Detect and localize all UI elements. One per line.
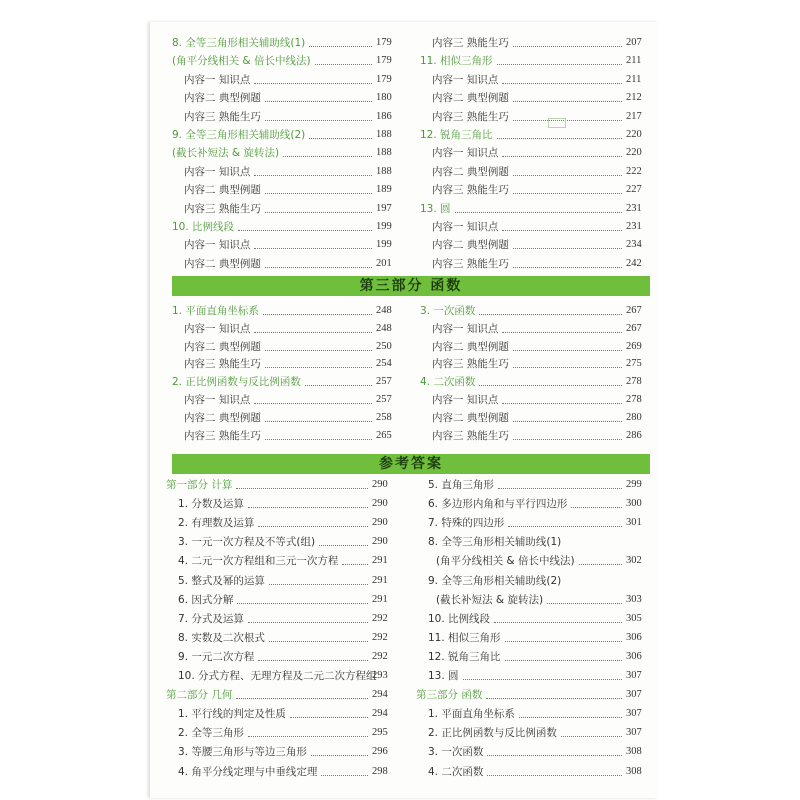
dot-leader (258, 660, 368, 661)
dot-leader (290, 717, 368, 718)
toc-entry-page: 257 (376, 376, 392, 388)
toc-entry-text: 10. 比例线段 (172, 221, 235, 233)
toc-entry-page: 207 (626, 37, 642, 48)
toc-entry-text: 11. 相似三角形 (428, 631, 501, 644)
toc-entry-text: 内容一 知识点 (432, 394, 499, 406)
toc-entry-text: 8. 实数及二次根式 (178, 631, 265, 644)
toc-entry-text: 内容二 典型例题 (432, 92, 509, 105)
dot-leader (265, 101, 372, 102)
toc-entry-page: 300 (626, 498, 642, 510)
toc-entry-page: 220 (626, 147, 642, 159)
toc-entry-page: 242 (626, 257, 642, 269)
dot-leader (265, 367, 372, 368)
dot-leader (269, 641, 368, 642)
toc-entry-page: 291 (372, 593, 388, 605)
bookmark-mark (548, 118, 566, 128)
toc-entry-page: 267 (626, 305, 642, 316)
dot-leader (321, 775, 368, 776)
toc-entry-page: 298 (372, 765, 388, 777)
toc-entry-text: 内容三 熟能生巧 (432, 37, 509, 49)
toc-entry-text: (角平分线相关 & 倍长中线法) (436, 555, 575, 568)
toc-entry-text: 10. 比例线段 (428, 612, 491, 625)
toc-entry-page: 179 (376, 73, 392, 85)
toc-entry-page: 293 (372, 670, 388, 681)
toc-entry-text: 8. 全等三角形相关辅助线(1) (172, 37, 306, 49)
dot-leader (497, 138, 622, 139)
toc-entry-page: 307 (626, 708, 642, 720)
toc-entry-text: 11. 相似三角形 (420, 55, 493, 68)
toc-entry-text: 7. 特殊的四边形 (428, 517, 505, 530)
dot-leader (494, 622, 622, 623)
dot-leader (265, 350, 372, 351)
toc-entry-page: 291 (372, 574, 388, 586)
toc-entry-text: 3. 一次函数 (420, 305, 476, 317)
dot-leader (248, 736, 368, 737)
dot-leader (513, 120, 622, 121)
toc-entry-text: 10. 分式方程、无理方程及二元二次方程组 (178, 670, 377, 682)
toc-entry-text: 5. 直角三角形 (428, 479, 494, 491)
toc-entry-page: 231 (626, 202, 642, 214)
toc-entry-text: 内容一 知识点 (432, 73, 499, 86)
toc-entry-text: 内容一 知识点 (184, 322, 251, 335)
dot-leader (513, 350, 622, 351)
dot-leader (463, 679, 622, 680)
dot-leader (309, 46, 372, 47)
toc-entry-text: 内容一 知识点 (432, 322, 499, 335)
toc-entry-page: 292 (372, 650, 388, 662)
dot-leader (508, 526, 622, 527)
dot-leader (238, 230, 372, 231)
toc-entry-text: 内容二 典型例题 (432, 340, 509, 353)
dot-leader (342, 564, 368, 565)
toc-entry-text: 8. 全等三角形相关辅助线(1) (428, 536, 562, 549)
toc-entry-page: 188 (376, 147, 392, 159)
toc-entry-page: 305 (626, 612, 642, 624)
dot-leader (265, 439, 372, 440)
dot-leader (513, 46, 622, 47)
toc-entry-page: 302 (626, 555, 642, 567)
dot-leader (502, 156, 622, 157)
toc-entry-text: 内容三 熟能生巧 (184, 429, 261, 442)
dot-leader (579, 564, 622, 565)
toc-entry-page: 269 (626, 340, 642, 352)
toc-entry-page: 308 (626, 765, 642, 777)
toc-entry-page: 306 (626, 650, 642, 662)
toc-entry-page: 303 (626, 593, 642, 605)
toc-entry-text: 内容一 知识点 (184, 394, 251, 406)
dot-leader (455, 212, 622, 213)
toc-entry-page: 294 (372, 689, 388, 701)
toc-entry-page: 180 (376, 92, 392, 104)
dot-leader (263, 314, 372, 315)
toc-entry-text: 9. 全等三角形相关辅助线(2) (172, 129, 306, 141)
toc-entry-page: 199 (376, 239, 392, 251)
toc-entry-text: 第二部分 几何 (166, 689, 233, 702)
dot-leader (513, 193, 622, 194)
toc-entry-text: (截长补短法 & 旋转法) (172, 147, 280, 160)
toc-entry-page: 211 (626, 55, 642, 67)
toc-entry-text: 内容一 知识点 (184, 73, 251, 86)
toc-entry-page: 222 (626, 165, 642, 177)
toc-entry-text: 内容三 熟能生巧 (184, 202, 261, 215)
dot-leader (497, 64, 622, 65)
dot-leader (311, 755, 368, 756)
toc-entry-text: 1. 平面直角坐标系 (428, 708, 515, 721)
dot-leader (254, 175, 372, 176)
toc-entry-text: 7. 分式及运算 (178, 612, 244, 625)
toc-entry-page: 186 (376, 110, 392, 122)
dot-leader (505, 660, 622, 661)
toc-entry-page: 248 (376, 322, 392, 334)
toc-entry-text: 第一部分 计算 (166, 479, 233, 491)
dot-leader (248, 507, 368, 508)
dot-leader (265, 193, 372, 194)
toc-entry-text: 内容二 典型例题 (184, 340, 261, 353)
toc-entry-page: 248 (376, 305, 392, 316)
toc-entry-text: 9. 一元二次方程 (178, 650, 255, 663)
toc-entry-page: 275 (626, 358, 642, 370)
dot-leader (498, 488, 622, 489)
toc-entry-text: 9. 全等三角形相关辅助线(2) (428, 574, 562, 587)
toc-entry-page: 296 (372, 746, 388, 758)
toc-entry-text: 第三部分 函数 (416, 689, 483, 702)
toc-entry-text: (角平分线相关 & 倍长中线法) (172, 55, 311, 68)
dot-leader (505, 641, 622, 642)
toc-entry-text: 内容三 熟能生巧 (432, 110, 509, 123)
dot-leader (479, 314, 622, 315)
dot-leader (265, 120, 372, 121)
toc-entry-page: 307 (626, 689, 642, 701)
toc-entry-text: 12. 锐角三角比 (428, 650, 501, 663)
dot-leader (486, 698, 622, 699)
toc-entry-page: 258 (376, 411, 392, 423)
dot-leader (513, 175, 622, 176)
dot-leader (487, 775, 622, 776)
dot-leader (513, 101, 622, 102)
toc-entry-page: 267 (626, 322, 642, 334)
toc-entry-text: 内容二 典型例题 (432, 165, 509, 178)
toc-entry-text: 内容三 熟能生巧 (432, 429, 509, 442)
dot-leader (236, 488, 368, 489)
dot-leader (254, 332, 372, 333)
dot-leader (258, 526, 368, 527)
dot-leader (502, 403, 622, 404)
toc-entry-page: 265 (376, 429, 392, 441)
dot-leader (487, 755, 622, 756)
toc-entry-text: 6. 因式分解 (178, 593, 234, 606)
dot-leader (315, 64, 372, 65)
dot-leader (502, 83, 622, 84)
toc-entry-text: 内容三 熟能生巧 (184, 358, 261, 371)
toc-entry-text: 内容三 熟能生巧 (432, 358, 509, 371)
section-banner-answers: 参考答案 (172, 454, 650, 474)
toc-entry-text: 内容三 熟能生巧 (432, 184, 509, 197)
dot-leader (236, 698, 368, 699)
toc-entry-page: 189 (376, 184, 392, 196)
toc-entry-page: 179 (376, 55, 392, 67)
dot-leader (502, 230, 622, 231)
toc-entry-text: 2. 有理数及运算 (178, 517, 255, 530)
toc-entry-page: 292 (372, 631, 388, 643)
dot-leader (309, 138, 372, 139)
toc-entry-text: 内容三 熟能生巧 (184, 110, 261, 123)
toc-entry-text: 内容二 典型例题 (184, 257, 261, 270)
dot-leader (519, 717, 622, 718)
toc-entry-page: 199 (376, 221, 392, 232)
dot-leader (254, 403, 372, 404)
toc-entry-text: 1. 分数及运算 (178, 498, 244, 511)
toc-entry-text: 3. 一次函数 (428, 746, 484, 759)
toc-entry-text: 3. 一元一次方程及不等式(组) (178, 536, 316, 549)
dot-leader (265, 421, 372, 422)
toc-entry-page: 257 (376, 394, 392, 405)
dot-leader (265, 212, 372, 213)
toc-entry-page: 290 (372, 498, 388, 510)
toc-entry-page: 217 (626, 110, 642, 122)
dot-leader (283, 156, 372, 157)
toc-entry-text: 6. 多边形内角和与平行四边形 (428, 498, 568, 511)
toc-entry-text: 4. 二次函数 (428, 765, 484, 778)
toc-entry-page: 179 (376, 37, 392, 48)
toc-entry-text: 4. 二次函数 (420, 376, 476, 389)
toc-entry-page: 278 (626, 394, 642, 405)
toc-entry-text: 4. 二元一次方程组和三元一次方程 (178, 555, 339, 568)
dot-leader (513, 367, 622, 368)
toc-entry-page: 306 (626, 631, 642, 643)
toc-entry-text: 13. 圆 (428, 670, 459, 682)
toc-entry-page: 290 (372, 517, 388, 529)
toc-entry-page: 278 (626, 376, 642, 388)
toc-entry-page: 308 (626, 746, 642, 758)
toc-entry-page: 211 (626, 73, 642, 85)
toc-entry-page: 234 (626, 239, 642, 251)
toc-entry-text: (截长补短法 & 旋转法) (436, 593, 544, 606)
toc-entry-text: 内容三 熟能生巧 (432, 257, 509, 270)
toc-entry-page: 299 (626, 479, 642, 490)
toc-entry-page: 212 (626, 92, 642, 104)
toc-entry-text: 4. 角平分线定理与中垂线定理 (178, 765, 318, 778)
toc-entry-text: 5. 整式及幂的运算 (178, 574, 265, 587)
toc-entry-page: 280 (626, 411, 642, 423)
dot-leader (269, 584, 368, 585)
toc-entry-text: 1. 平行线的判定及性质 (178, 708, 286, 721)
dot-leader (513, 267, 622, 268)
dot-leader (319, 545, 368, 546)
toc-entry-text: 内容二 典型例题 (184, 411, 261, 424)
dot-leader (237, 603, 368, 604)
toc-entry-text: 内容一 知识点 (184, 165, 251, 178)
dot-leader (502, 332, 622, 333)
toc-entry-page: 201 (376, 257, 392, 269)
dot-leader (513, 248, 622, 249)
dot-leader (561, 736, 622, 737)
toc-entry-text: 内容二 典型例题 (432, 411, 509, 424)
toc-entry-page: 294 (372, 708, 388, 720)
dot-leader (513, 439, 622, 440)
toc-entry-text: 2. 正比例函数与反比例函数 (172, 376, 301, 389)
toc-entry-page: 290 (372, 536, 388, 548)
toc-entry-text: 内容一 知识点 (432, 147, 499, 160)
dot-leader (305, 385, 372, 386)
toc-entry-page: 286 (626, 429, 642, 441)
toc-entry-text: 内容二 典型例题 (184, 92, 261, 105)
toc-entry-page: 290 (372, 479, 388, 490)
dot-leader (479, 385, 622, 386)
toc-entry-text: 2. 正比例函数与反比例函数 (428, 727, 557, 740)
toc-entry-text: 12. 锐角三角比 (420, 129, 493, 141)
toc-page (150, 22, 658, 798)
dot-leader (571, 507, 622, 508)
toc-entry-text: 3. 等腰三角形与等边三角形 (178, 746, 307, 759)
toc-entry-page: 301 (626, 517, 642, 529)
dot-leader (254, 83, 372, 84)
toc-entry-page: 197 (376, 202, 392, 214)
toc-entry-text: 内容二 典型例题 (184, 184, 261, 197)
toc-entry-page: 291 (372, 555, 388, 567)
dot-leader (254, 248, 372, 249)
toc-entry-page: 231 (626, 221, 642, 232)
toc-entry-page: 227 (626, 184, 642, 196)
toc-entry-page: 307 (626, 727, 642, 739)
toc-entry-page: 188 (376, 165, 392, 177)
toc-entry-page: 250 (376, 340, 392, 352)
section-banner-part3: 第三部分 函数 (172, 276, 650, 296)
toc-entry-text: 内容二 典型例题 (432, 239, 509, 252)
toc-entry-text: 2. 全等三角形 (178, 727, 244, 740)
toc-entry-page: 188 (376, 129, 392, 140)
toc-entry-page: 295 (372, 727, 388, 739)
toc-entry-page: 307 (626, 670, 642, 681)
toc-entry-page: 254 (376, 358, 392, 370)
toc-entry-text: 13. 圆 (420, 202, 451, 215)
dot-leader (265, 267, 372, 268)
toc-entry-text: 1. 平面直角坐标系 (172, 305, 259, 317)
toc-entry-page: 220 (626, 129, 642, 140)
toc-entry-text: 内容一 知识点 (184, 239, 251, 252)
dot-leader (547, 603, 622, 604)
toc-entry-page: 292 (372, 612, 388, 624)
dot-leader (248, 622, 368, 623)
dot-leader (513, 421, 622, 422)
toc-entry-text: 内容一 知识点 (432, 221, 499, 233)
